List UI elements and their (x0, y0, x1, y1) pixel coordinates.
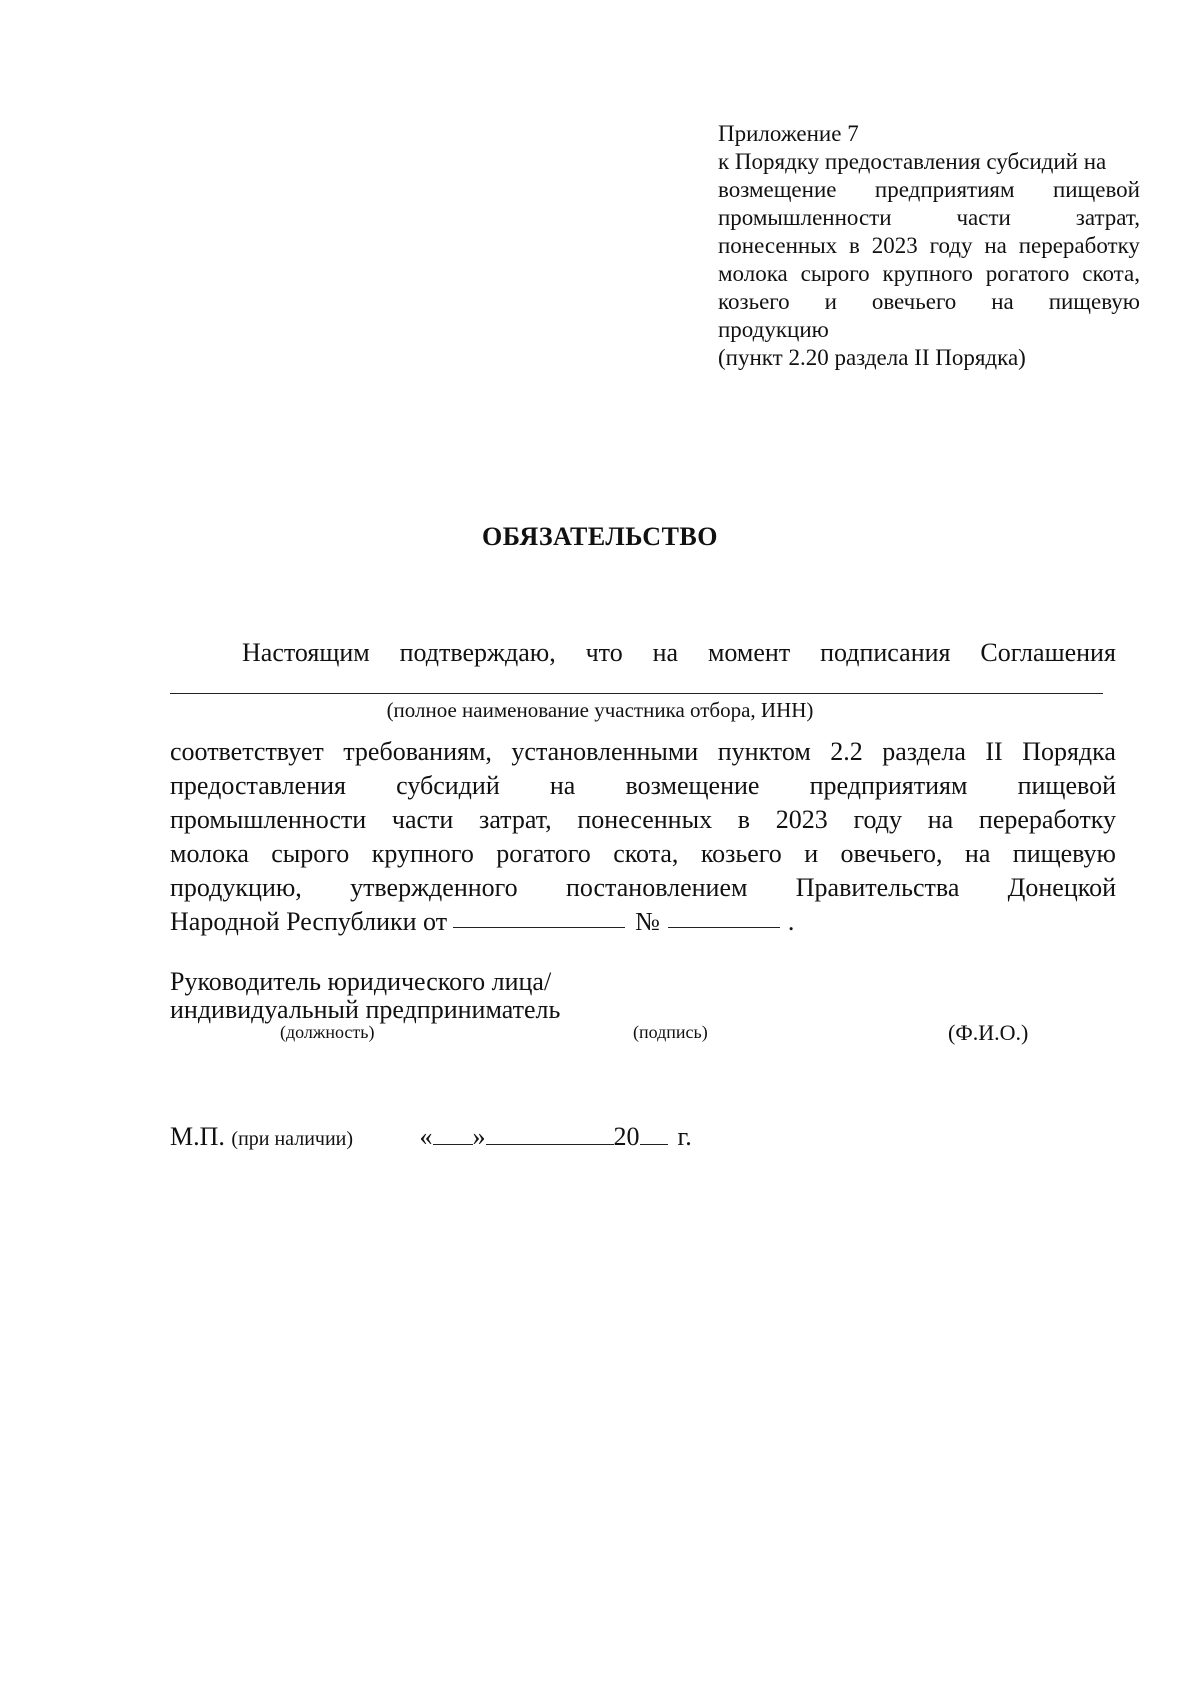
signer-role-line: Руководитель юридического лица/ (170, 967, 552, 996)
word: году (929, 233, 973, 258)
appendix-line (718, 232, 1140, 260)
appendix-header (718, 120, 1140, 372)
word: момент (707, 638, 791, 667)
intro-paragraph (170, 636, 1116, 670)
word: переработку (1018, 233, 1140, 258)
date-field (420, 1122, 692, 1151)
seal-mark: М.П. (170, 1122, 225, 1151)
word: части (391, 805, 454, 834)
word: продукцию, (170, 873, 302, 902)
word: предприятиям (874, 177, 1015, 202)
paragraph-line (170, 735, 1116, 769)
word: подписания (820, 638, 951, 667)
word: на (991, 289, 1014, 314)
seal-if-any: (при наличии) (231, 1128, 354, 1150)
word: утвержденного (350, 873, 518, 902)
year-prefix: 20 (613, 1122, 640, 1151)
signature-block (170, 968, 560, 1024)
appendix-line (718, 176, 1140, 204)
intro-line (170, 636, 1116, 670)
word: понесенных (577, 805, 713, 834)
word: предоставления (170, 771, 346, 800)
word: на (984, 233, 1007, 258)
word: сырого (800, 261, 870, 286)
word: установленными (511, 737, 699, 766)
word: году (853, 805, 903, 834)
word: 2023 (775, 805, 828, 834)
main-paragraph (170, 735, 1116, 939)
word: и (824, 289, 837, 314)
word: Правительства (795, 873, 960, 902)
republic-text: Народной Республики от (170, 907, 448, 936)
word: Порядка (1022, 737, 1116, 766)
word: что (585, 638, 623, 667)
word: пунктом (717, 737, 811, 766)
word: молока (170, 839, 249, 868)
word: постановлением (565, 873, 748, 902)
number-sign: № (635, 907, 660, 936)
word: на (964, 839, 991, 868)
word: подтверждаю, (399, 638, 556, 667)
appendix-line: продукцию (718, 317, 829, 342)
word: части (956, 205, 1011, 230)
word: Соглашения (980, 638, 1116, 667)
word: пищевой (1017, 771, 1116, 800)
word: предприятиям (809, 771, 968, 800)
word: Донецкой (1007, 873, 1116, 902)
word: раздела (882, 737, 966, 766)
word: 2023 (871, 233, 918, 258)
word: субсидий (396, 771, 500, 800)
word: затрат, (1075, 205, 1140, 230)
word: крупного (371, 839, 474, 868)
appendix-line (718, 260, 1140, 288)
signer-role-line: индивидуальный предприниматель (170, 995, 561, 1024)
word: переработку (978, 805, 1116, 834)
appendix-line (718, 204, 1140, 232)
year-suffix: г. (677, 1122, 692, 1151)
word: скота, (613, 839, 679, 868)
word: молока (718, 261, 788, 286)
close-quote: » (472, 1122, 486, 1151)
appendix-line (718, 288, 1140, 316)
word: крупного (882, 261, 973, 286)
word: пищевую (1012, 839, 1116, 868)
word: козьего (700, 839, 782, 868)
word: овечьего, (840, 839, 943, 868)
appendix-line: к Порядку предоставления субсидий на (718, 149, 1107, 174)
word: в (849, 233, 860, 258)
appendix-line: (пункт 2.20 раздела II Порядка) (718, 345, 1026, 370)
period: . (787, 907, 795, 936)
word: на (927, 805, 954, 834)
participant-name-blank[interactable] (170, 693, 1103, 694)
signature-label: (подпись) (633, 1022, 708, 1042)
word: на (549, 771, 576, 800)
resolution-date-blank[interactable] (453, 905, 625, 928)
word: и (804, 839, 819, 868)
month-blank[interactable] (486, 1122, 614, 1145)
word: пищевой (1052, 177, 1140, 202)
paragraph-line (170, 769, 1116, 803)
word: рогатого (985, 261, 1070, 286)
word: понесенных (718, 233, 838, 258)
word: промышленности (718, 205, 892, 230)
open-quote: « (419, 1122, 433, 1151)
document-title: ОБЯЗАТЕЛЬСТВО (482, 522, 718, 551)
day-blank[interactable] (433, 1122, 473, 1145)
year-blank[interactable] (640, 1122, 668, 1145)
seal-date-line (170, 1122, 692, 1152)
paragraph-line (170, 837, 1116, 871)
word: затрат, (479, 805, 552, 834)
word: 2.2 (830, 737, 863, 766)
paragraph-line (170, 803, 1116, 837)
word: возмещение (625, 771, 760, 800)
word: овечьего (871, 289, 957, 314)
word: возмещение (718, 177, 837, 202)
participant-name-caption: (полное наименование участника отбора, ИНН) (386, 698, 814, 722)
word: сырого (271, 839, 350, 868)
word: рогатого (496, 839, 591, 868)
word: соответствует (170, 737, 324, 766)
appendix-line: Приложение 7 (718, 121, 859, 146)
word: на (652, 638, 679, 667)
position-label: (должность) (280, 1022, 375, 1042)
paragraph-line (170, 871, 1116, 905)
paragraph-last-line (170, 905, 1116, 939)
word: козьего (718, 289, 790, 314)
full-name-label: (Ф.И.О.) (948, 1020, 1029, 1045)
word: Настоящим (242, 638, 370, 667)
word: II (985, 737, 1003, 766)
word: требованиям, (343, 737, 492, 766)
word: пищевую (1048, 289, 1140, 314)
word: промышленности (170, 805, 367, 834)
word: в (737, 805, 751, 834)
word: скота, (1082, 261, 1140, 286)
resolution-number-blank[interactable] (668, 905, 780, 928)
